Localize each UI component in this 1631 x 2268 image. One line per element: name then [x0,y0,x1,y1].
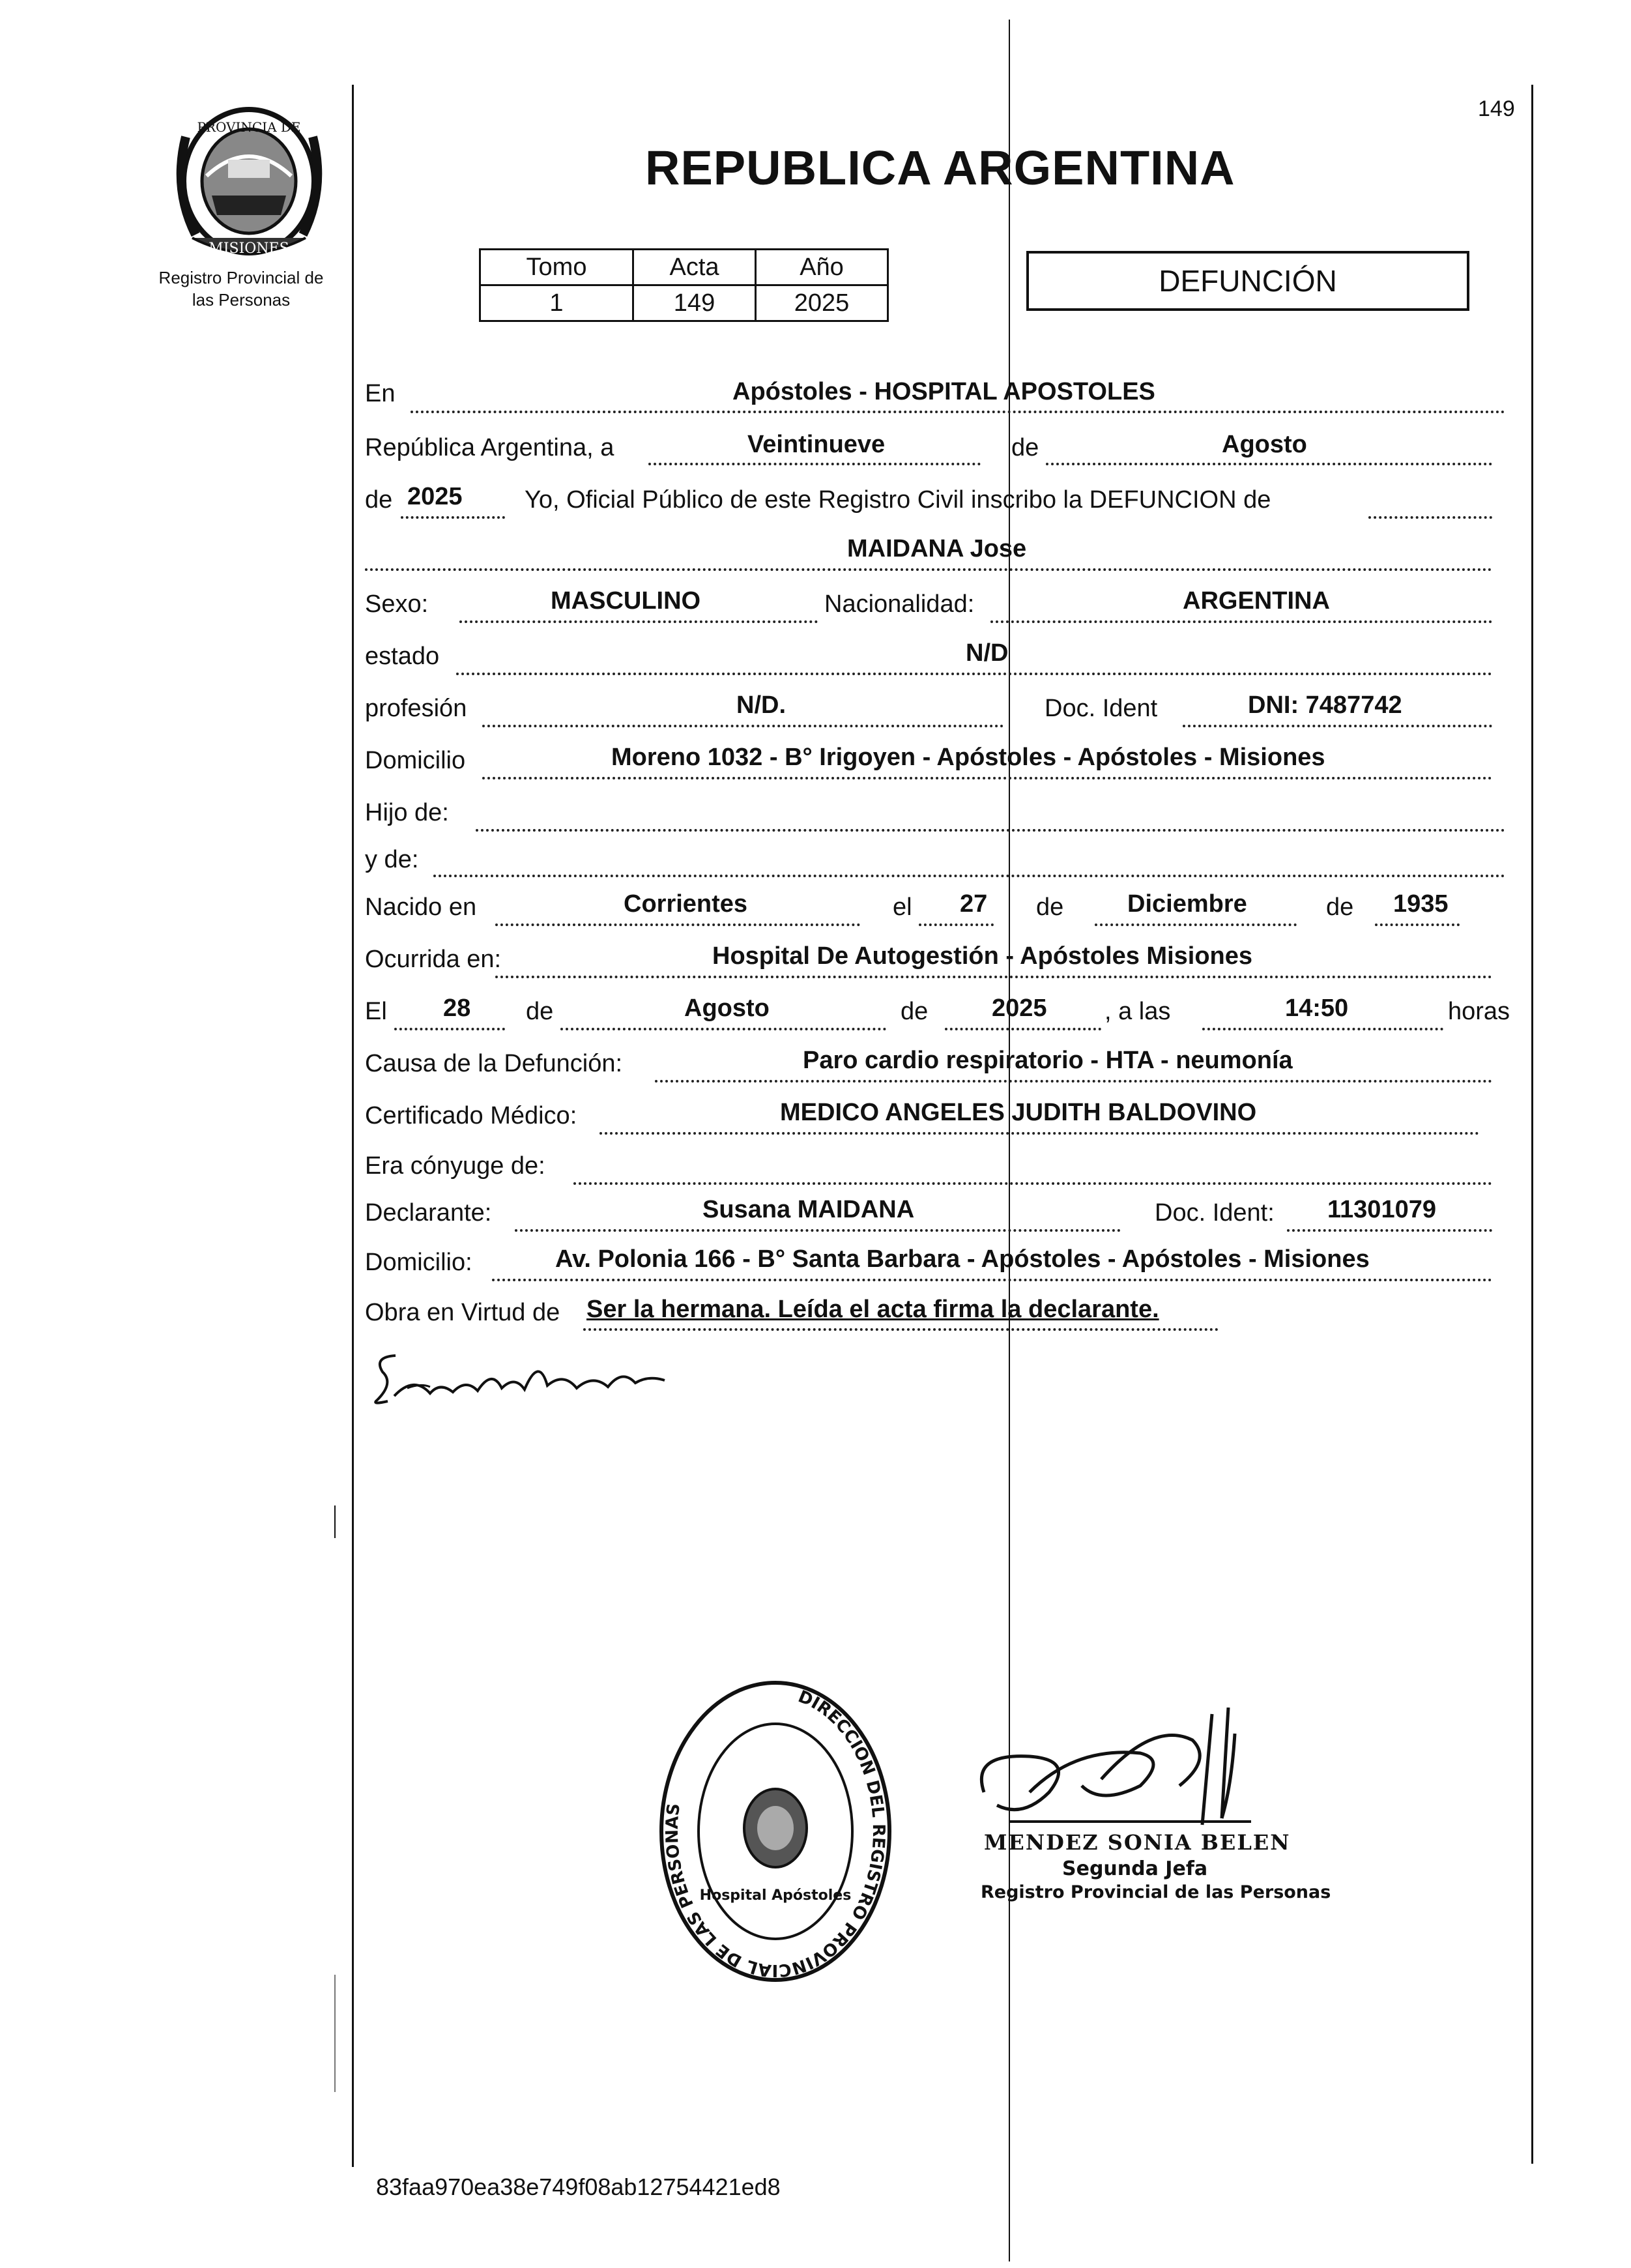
label-domicilio: Domicilio [365,747,466,774]
label-el: el [893,894,912,921]
page-title: REPUBLICA ARGENTINA [645,141,1235,195]
label-sexo: Sexo: [365,590,429,618]
label-de-death-month: de [526,998,554,1025]
value-profesion: N/D. [736,691,786,719]
right-margin-rule [1531,85,1533,2164]
label-declarante: Declarante: [365,1199,492,1227]
label-oficial: Yo, Oficial Público de este Registro Civil inscribo la DEFUNCION de [525,486,1271,514]
value-birth-year: 1935 [1393,890,1449,918]
value-birth-month: Diciembre [1127,890,1247,918]
page-number: 149 [1478,96,1515,121]
official-org: Registro Provincial de las Personas [981,1882,1331,1902]
document-hash: 83faa970ea38e749f08ab12754421ed8 [376,2174,781,2200]
label-domicilio2: Domicilio: [365,1249,472,1276]
dots-certificado [599,1132,1479,1135]
label-de-month: de [1011,434,1039,461]
dots-death-month [560,1028,886,1030]
header-ano: Año [756,250,888,285]
value-birth-day: 27 [960,890,988,918]
value-domicilio2: Av. Polonia 166 - B° Santa Barbara - Apóstoles - Apóstoles - Misiones [555,1245,1370,1273]
value-sexo: MASCULINO [551,587,701,615]
dots-death-day [394,1028,505,1030]
label-doc: Doc. Ident [1045,695,1158,722]
value-causa: Paro cardio respiratorio - HTA - neumonía [803,1047,1293,1074]
official-role: Segunda Jefa [1062,1857,1208,1880]
value-death-year: 2025 [992,995,1047,1022]
official-name: MENDEZ SONIA BELEN [984,1830,1291,1855]
registry-name [137,267,345,312]
dots-oficial-end [1368,516,1492,519]
value-day-words: Veintinueve [747,431,886,458]
value-deceased-name: MAIDANA Jose [847,535,1027,562]
dots-yde [433,875,1505,877]
dots-conyuge [573,1182,1492,1185]
dots-hijo [476,829,1505,832]
document-type-box: DEFUNCIÓN [1026,251,1469,311]
value-nacido-en: Corrientes [624,890,748,918]
value-death-time: 14:50 [1285,995,1349,1022]
value-tomo: 1 [480,285,633,321]
dots-domicilio2 [492,1279,1492,1281]
value-death-month: Agosto [684,995,770,1022]
dots-birth-year [1375,923,1460,926]
label-en: En [365,380,396,407]
label-de-death-year: de [901,998,929,1025]
dots-nacido [495,923,860,926]
dots-birth-day [919,923,994,926]
value-en: Apóstoles - HOSPITAL APOSTOLES [732,378,1155,405]
value-nacionalidad: ARGENTINA [1183,587,1330,615]
value-certificado: MEDICO ANGELES JUDITH BALDOVINO [780,1099,1257,1126]
left-margin-rule [352,85,354,2167]
header-tomo: Tomo [480,250,633,285]
dots-ocurrida [495,976,1492,978]
label-conyuge: Era cónyuge de: [365,1152,545,1180]
value-acta: 149 [633,285,756,321]
logo-text-bottom: MISIONES [209,240,289,257]
dots-day [648,463,981,465]
label-profesion: profesión [365,695,467,722]
dots-name [365,568,1492,571]
logo-text-top: PROVINCIA DE [197,119,301,135]
label-ocurrida: Ocurrida en: [365,946,502,973]
registry-seal-stamp [655,1678,896,1991]
label-yde: y de: [365,846,419,873]
value-doc: DNI: 7487742 [1248,691,1402,719]
dots-death-year [945,1028,1101,1030]
label-nacido: Nacido en [365,894,477,921]
label-estado: estado [365,643,440,670]
declarant-signature [368,1343,668,1421]
label-de-birth-year: de [1326,894,1354,921]
dots-year [401,516,505,519]
dots-death-time [1202,1028,1443,1030]
left-edge-mark [334,1505,336,1538]
label-alas: , a las [1104,998,1171,1025]
label-de-birth-month: de [1036,894,1064,921]
center-fold-line [1009,20,1010,2261]
label-hijo: Hijo de: [365,799,449,826]
value-doc2: 11301079 [1327,1196,1436,1223]
label-El: El [365,998,387,1025]
dots-birth-month [1095,923,1297,926]
dots-profesion [482,725,1003,727]
left-edge-mark-2 [334,1975,336,2092]
seal-inner-text: Hospital Apóstoles [699,1887,852,1904]
label-horas: horas [1448,998,1510,1025]
registry-line-2: las Personas [192,289,291,310]
value-ano: 2025 [756,285,888,321]
value-ocurrida: Hospital De Autogestión - Apóstoles Misiones [712,942,1253,970]
label-republica: República Argentina, a [365,434,614,461]
dots-en [411,411,1505,413]
dots-declarante [515,1229,1121,1232]
value-year: 2025 [407,483,463,510]
value-month: Agosto [1222,431,1307,458]
province-coat-of-arms-icon [166,98,332,261]
label-doc2: Doc. Ident: [1155,1199,1275,1227]
value-obra: Ser la hermana. Leída el acta firma la declarante. [586,1296,1159,1323]
label-de-year: de [365,486,393,514]
registry-line-1: Registro Provincial de [158,268,324,287]
value-domicilio: Moreno 1032 - B° Irigoyen - Apóstoles - Apóstoles - Misiones [611,744,1325,771]
dots-obra [583,1328,1219,1331]
dots-month [1046,463,1492,465]
dots-sexo [459,620,818,623]
dots-estado [456,673,1492,675]
label-nacionalidad: Nacionalidad: [824,590,975,618]
header-acta: Acta [633,250,756,285]
label-causa: Causa de la Defunción: [365,1050,623,1077]
value-declarante: Susana MAIDANA [702,1196,915,1223]
dots-causa [655,1080,1492,1083]
dots-nacionalidad [990,620,1492,623]
value-death-day: 28 [443,995,471,1022]
dots-domicilio [482,777,1492,779]
dots-doc2 [1287,1229,1492,1232]
record-table [479,248,889,322]
label-certificado: Certificado Médico: [365,1102,577,1129]
dots-doc [1183,725,1492,727]
seal-ring-text: DIRECCION DEL REGISTRO PROVINCIAL DE LAS PERSONAS [662,1687,889,1981]
label-obra: Obra en Virtud de [365,1299,560,1326]
value-estado: N/D [966,639,1009,667]
official-signature [971,1708,1264,1838]
